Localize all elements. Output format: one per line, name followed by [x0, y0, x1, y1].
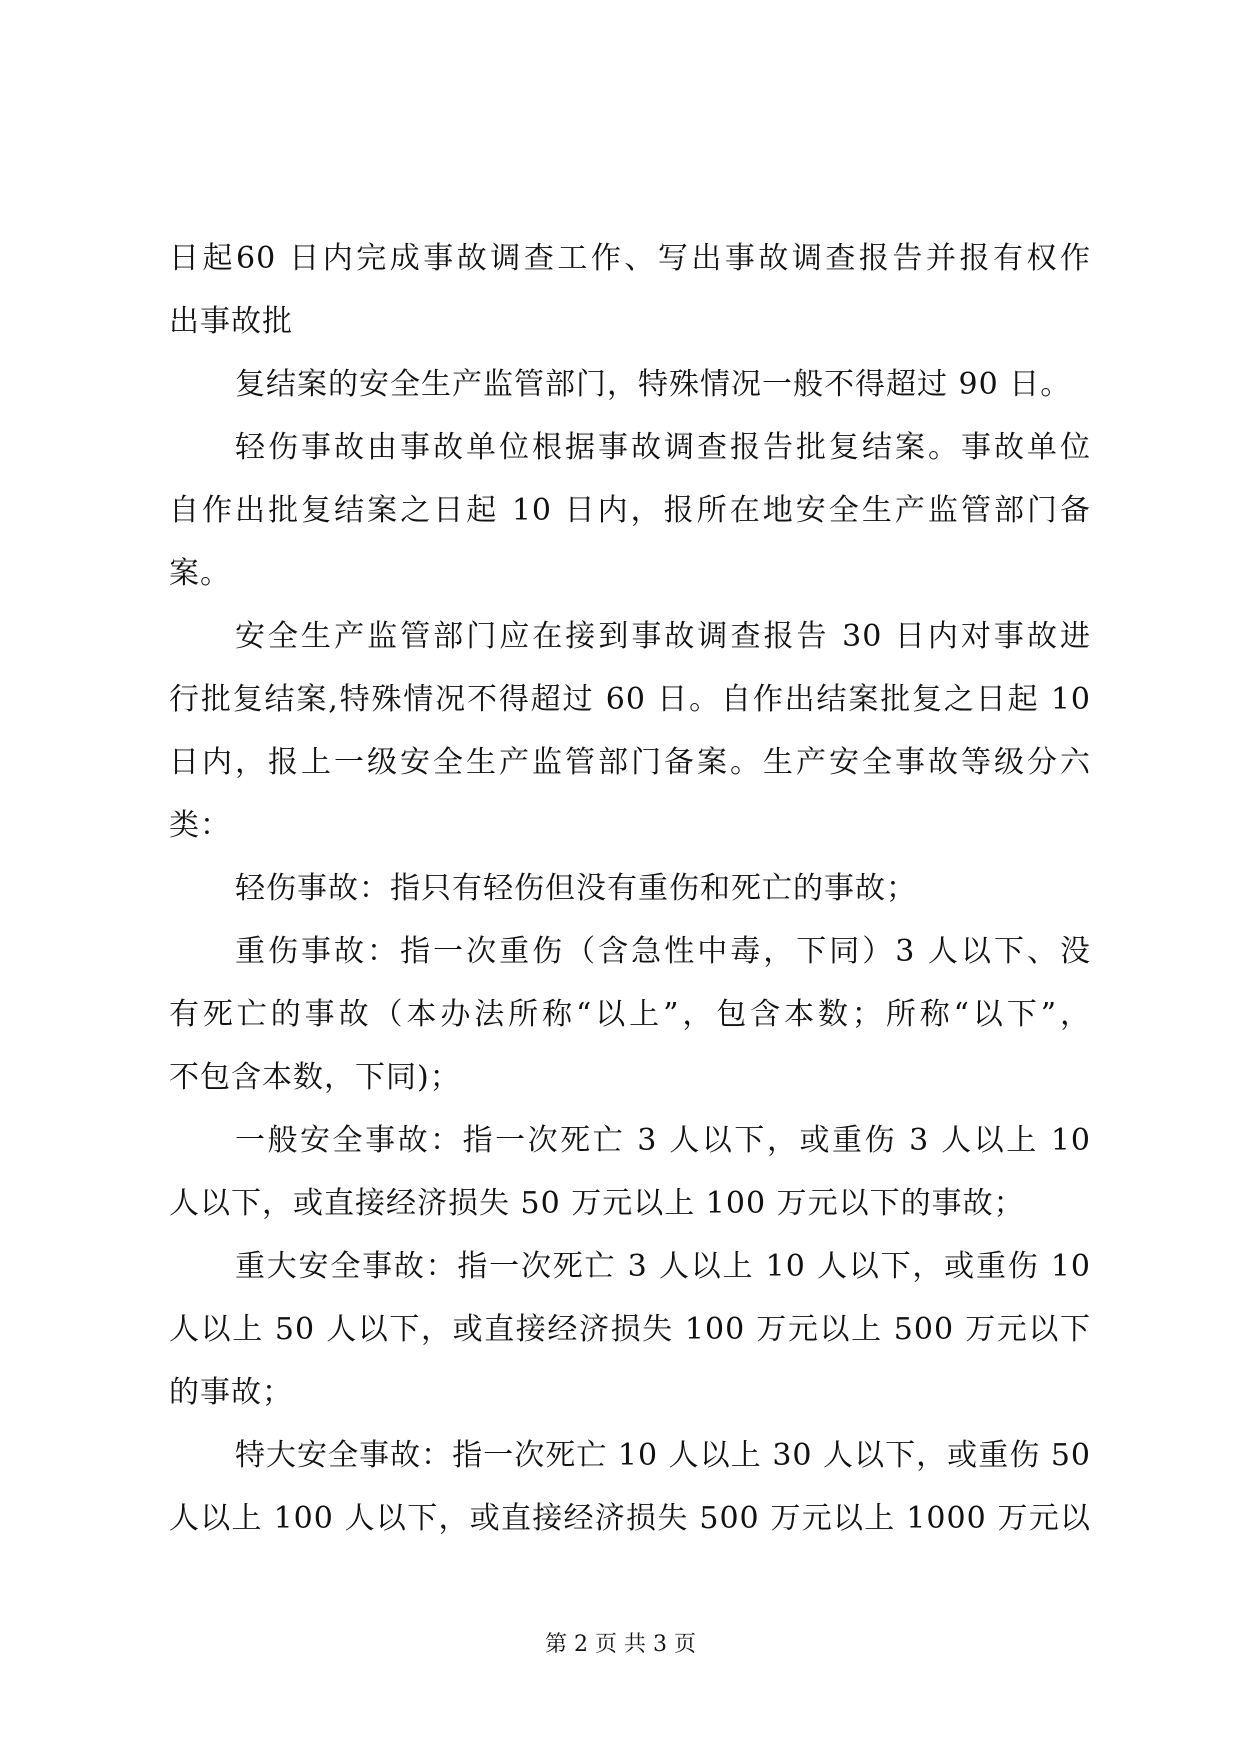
text-line: 重伤事故：指一次重伤（含急性中毒，下同）3 人以下、没 — [235, 934, 1091, 969]
paragraph — [169, 353, 1091, 416]
text-line: 不包含本数，下同)； — [169, 1060, 461, 1095]
text-line: 轻伤事故：指只有轻伤但没有重伤和死亡的事故； — [235, 871, 917, 906]
text-line: 人以上 50 人以下，或直接经济损失 100 万元以上 500 万元以下 — [169, 1312, 1091, 1347]
text-line: 日起60 日内完成事故调查工作、写出事故调查报告并报有权作 — [169, 241, 1091, 276]
text-line: 安全生产监管部门应在接到事故调查报告 30 日内对事故进 — [235, 619, 1091, 654]
paragraph — [169, 1109, 1091, 1235]
text-line: 行批复结案,特殊情况不得超过 60 日。自作出结案批复之日起 10 — [169, 682, 1091, 717]
text-line: 有死亡的事故（本办法所称“以上”，包含本数；所称“以下”， — [169, 997, 1091, 1032]
paragraph — [169, 227, 1091, 353]
text-line: 自作出批复结案之日起 10 日内，报所在地安全生产监管部门备 — [169, 493, 1091, 528]
page-number-footer: 第 2 页 共 3 页 — [545, 1632, 696, 1657]
text-line: 的事故； — [169, 1375, 293, 1410]
text-line: 特大安全事故：指一次死亡 10 人以上 30 人以下，或重伤 50 — [235, 1438, 1091, 1473]
text-line: 案。 — [169, 556, 231, 591]
text-line: 类： — [169, 808, 231, 843]
text-line: 出事故批 — [169, 304, 293, 339]
text-line: 轻伤事故由事故单位根据事故调查报告批复结案。事故单位 — [235, 430, 1091, 465]
text-line: 日内，报上一级安全生产监管部门备案。生产安全事故等级分六 — [169, 745, 1091, 780]
text-line: 一般安全事故：指一次死亡 3 人以下，或重伤 3 人以上 10 — [235, 1123, 1091, 1158]
text-line: 人以上 100 人以下，或直接经济损失 500 万元以上 1000 万元以 — [169, 1501, 1091, 1536]
text-line: 复结案的安全生产监管部门，特殊情况一般不得超过 90 日。 — [235, 367, 1072, 402]
text-line: 重大安全事故：指一次死亡 3 人以上 10 人以下，或重伤 10 — [235, 1249, 1091, 1284]
document-body — [169, 227, 1091, 1550]
paragraph — [169, 605, 1091, 857]
paragraph — [169, 857, 1091, 920]
paragraph — [169, 1235, 1091, 1424]
paragraph — [169, 416, 1091, 605]
text-line: 人以下，或直接经济损失 50 万元以上 100 万元以下的事故； — [169, 1186, 1025, 1221]
paragraph — [169, 920, 1091, 1109]
paragraph — [169, 1424, 1091, 1550]
